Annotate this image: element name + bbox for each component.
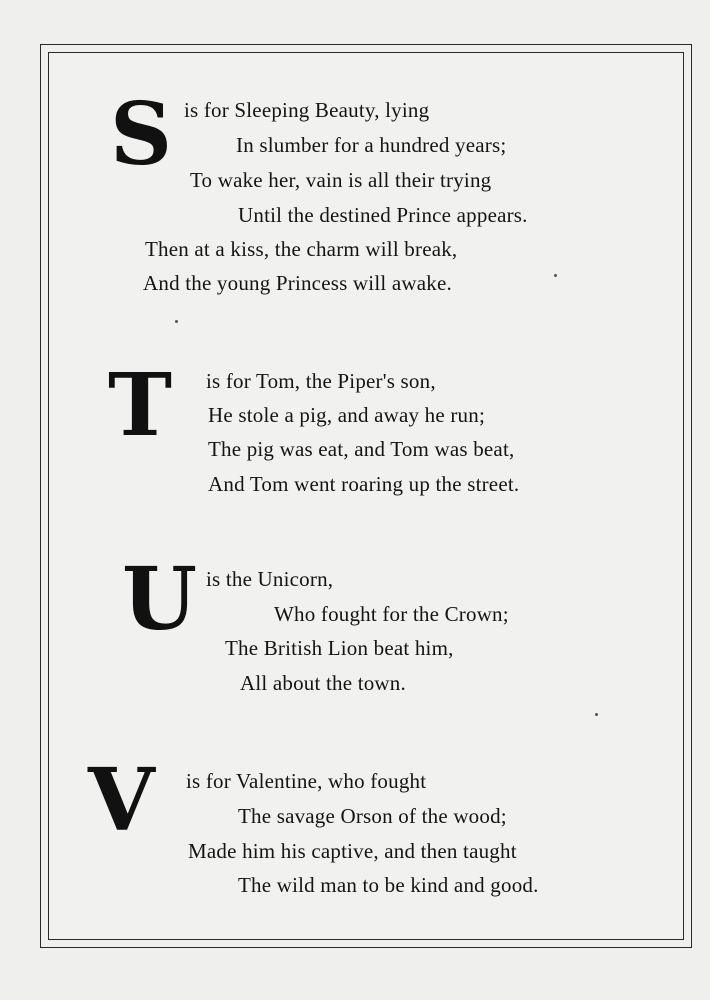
verse-line: Who fought for the Crown; [274,602,509,626]
verse-line: The British Lion beat him, [225,636,454,660]
verse-line: The savage Orson of the wood; [238,804,507,828]
verse-line: He stole a pig, and away he run; [208,403,485,427]
verse-line: To wake her, vain is all their trying [190,168,492,192]
print-speck [595,713,598,716]
verse-line: All about the town. [240,671,406,695]
verse-line: is the Unicorn, [206,567,334,591]
drop-cap-s: S [110,84,173,185]
verse-line: Then at a kiss, the charm will break, [145,237,458,261]
verse-line: Made him his captive, and then taught [188,839,517,863]
verse-line: is for Valentine, who fought [186,769,427,793]
verse-line: Until the destined Prince appears. [238,203,528,227]
drop-cap-t: T [108,355,172,456]
print-speck [554,274,557,277]
verse-line: And the young Princess will awake. [143,271,452,295]
print-speck [175,320,178,323]
verse-line: And Tom went roaring up the street. [208,472,520,496]
verse-line: The pig was eat, and Tom was beat, [208,437,515,461]
drop-cap-v: V [88,750,155,851]
verse-line: In slumber for a hundred years; [236,133,507,157]
verse-line: The wild man to be kind and good. [238,873,539,897]
verse-line: is for Sleeping Beauty, lying [184,98,430,122]
drop-cap-u: U [122,549,197,650]
verse-line: is for Tom, the Piper's son, [206,369,436,393]
